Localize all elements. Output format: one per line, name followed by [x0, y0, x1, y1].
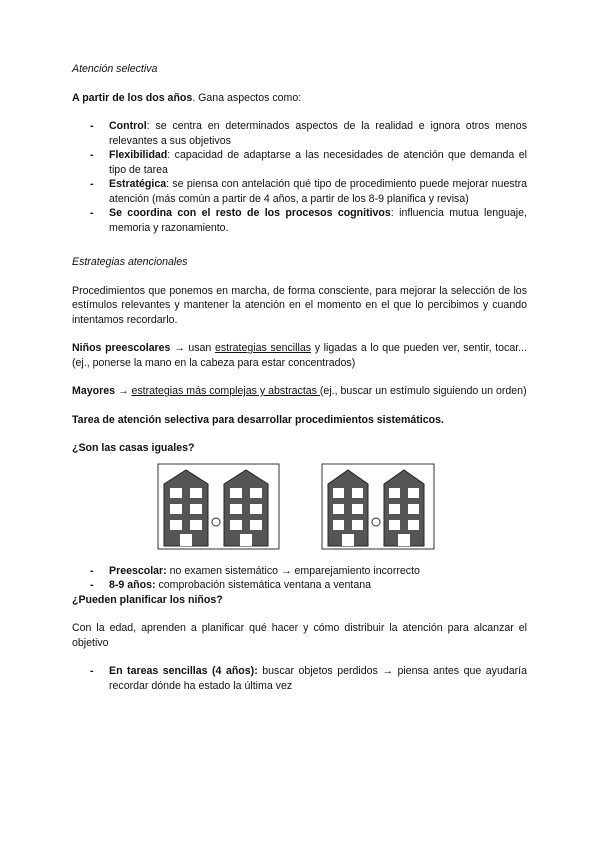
- mayores-rest: (ej., buscar un estímulo siguiendo un orden): [319, 385, 527, 397]
- list-item: [72, 177, 527, 206]
- results-list: [72, 564, 527, 593]
- ninos-arrow: → usan: [170, 342, 215, 354]
- houses-illustration: [72, 462, 527, 554]
- ninos-paragraph: [72, 341, 527, 370]
- intro-line: [72, 91, 527, 106]
- item-term: En tareas sencillas (4 años):: [109, 665, 258, 677]
- mayores-paragraph: [72, 384, 527, 399]
- mayores-arrow: →: [115, 385, 132, 397]
- item-text: no examen sistemático → emparejamiento incorrecto: [166, 564, 420, 577]
- planning-question-text: ¿Pueden planificar los niños?: [72, 593, 223, 606]
- houses-pair-right: [322, 464, 434, 549]
- list-item: [72, 119, 527, 148]
- intro-bold: A partir de los dos años: [72, 91, 193, 104]
- list-item: [72, 206, 527, 235]
- intro-rest: . Gana aspectos como:: [192, 91, 302, 104]
- list-item: [72, 564, 527, 579]
- item-term: Control: [109, 120, 147, 132]
- houses-question-text: ¿Son las casas iguales?: [72, 442, 195, 454]
- mayores-underline: estrategias más complejas y abstractas: [131, 385, 320, 397]
- houses-pair-left: [158, 464, 279, 549]
- planning-paragraph: Con la edad, aprenden a planificar qué hacer y cómo distribuir la atención para alcanzar el objetivo: [72, 622, 527, 649]
- strategies-paragraph: Procedimientos que ponemos en marcha, de forma consciente, para mejorar la selección de los estímulos relevantes y mantener la atención en el momento en el que lo percibimos y cuando intentamos recordarlo.: [72, 284, 527, 326]
- list-item: [72, 664, 527, 693]
- item-text: : capacidad de adaptarse a las necesidades de atención que demanda el tipo de tarea: [109, 149, 527, 176]
- task-title: [72, 413, 527, 428]
- item-text: : se centra en determinados aspectos de la realidad e ignora otros menos relevantes a sus objetivos: [109, 120, 527, 147]
- list-item: [72, 578, 527, 593]
- section-heading-atencion: Atención selectiva: [72, 63, 158, 75]
- ninos-rest: y ligadas a lo que pueden ver, sentir, tocar... (ej., ponerse la mano en la cabeza para estar concentrados): [72, 342, 527, 369]
- mayores-bold: Mayores: [72, 385, 115, 397]
- item-text: : influencia mutua lenguaje, memoria y razonamiento.: [109, 207, 527, 234]
- document-page: [72, 62, 527, 693]
- planning-list: [72, 664, 527, 693]
- task-title-text: Tarea de atención selectiva para desarrollar procedimientos sistemáticos.: [72, 413, 444, 426]
- aspects-list: [72, 119, 527, 235]
- item-term: Flexibilidad: [109, 149, 168, 161]
- planning-question: [72, 593, 527, 608]
- item-text: buscar objetos perdidos → piensa antes que ayudaría recordar dónde ha estado la última vez: [109, 665, 527, 692]
- houses-question: [72, 441, 527, 456]
- item-term: Estratégica: [109, 178, 167, 190]
- item-text: comprobación sistemática ventana a ventana: [155, 579, 372, 591]
- item-text: : se piensa con antelación qué tipo de procedimiento puede mejorar nuestra atención (más común a partir de 4 años, a partir de los 8-9 planifica y revisa): [109, 178, 527, 205]
- ninos-underline: estrategias sencillas: [214, 342, 312, 354]
- item-term: 8-9 años:: [109, 579, 156, 591]
- list-item: [72, 148, 527, 177]
- houses-figure: [72, 462, 527, 554]
- ninos-bold: Niños preescolares: [72, 342, 171, 354]
- item-term: Preescolar:: [109, 564, 167, 577]
- item-term: Se coordina con el resto de los procesos cognitivos: [109, 207, 391, 219]
- section-heading-estrategias: Estrategias atencionales: [72, 256, 188, 268]
